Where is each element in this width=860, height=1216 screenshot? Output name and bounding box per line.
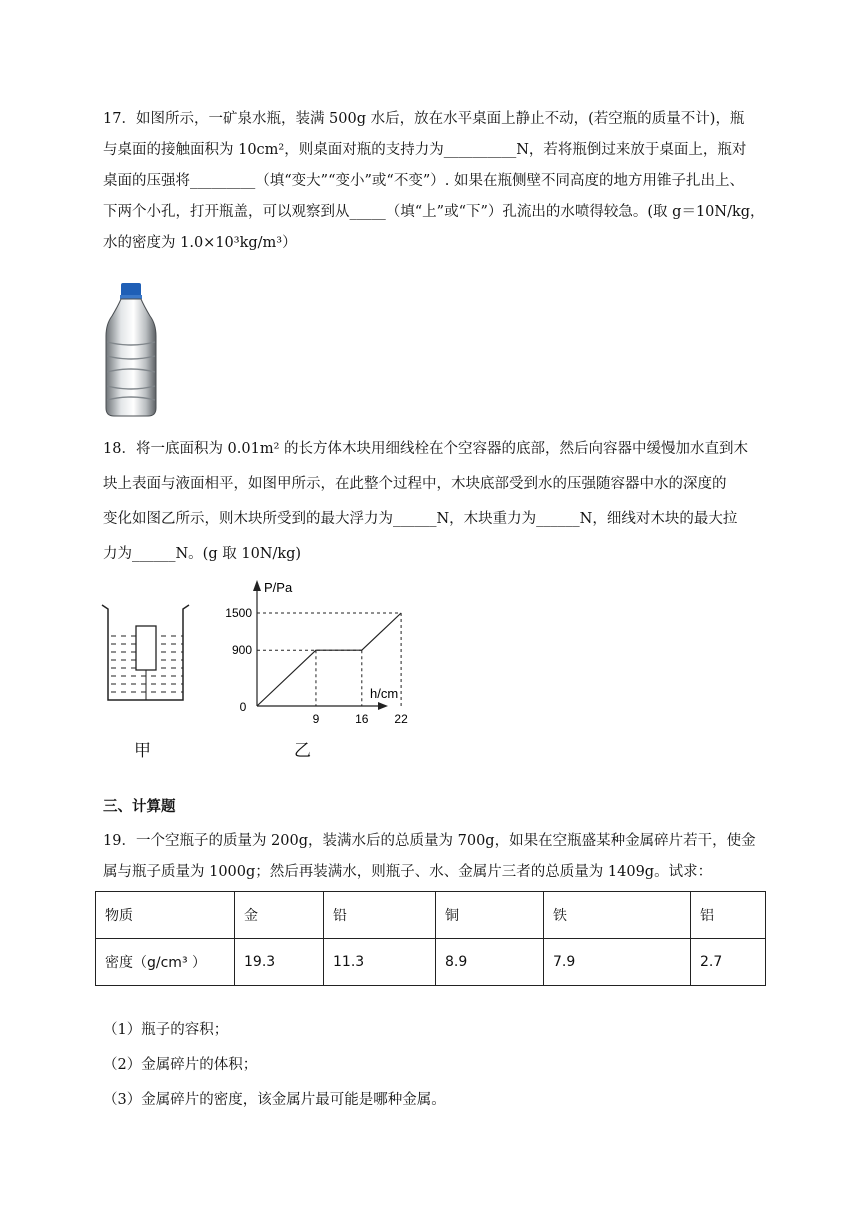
y-axis-arrow — [253, 580, 261, 591]
table-cell: 铅 — [324, 892, 436, 939]
table-cell: 7.9 — [544, 939, 691, 986]
table-cell: 金 — [235, 892, 324, 939]
q17-line-5: 水的密度为 1.0×10³kg/m³） — [103, 235, 297, 251]
table-cell: 11.3 — [324, 939, 436, 986]
question-18 — [103, 432, 763, 572]
table-cell: 密度（g/cm³ ） — [96, 939, 235, 986]
table-cell: 8.9 — [436, 939, 544, 986]
q18-line-1: 18．将一底面积为 0.01m² 的长方体木块用细线栓在个空容器的底部，然后向容器中缓慢加水直到木 — [103, 441, 749, 457]
q17-line-3: 桌面的压强将_________（填“变大”“变小”或“不变”）. 如果在瓶侧壁不同高度的地方用锥子扎出上、 — [103, 173, 744, 189]
q17-line-1: 17．如图所示，一矿泉水瓶，装满 500g 水后，放在水平桌面上静止不动，(若空瓶的质量不计)，瓶 — [103, 111, 745, 127]
table-header-row — [96, 892, 766, 939]
q17-line-2: 与桌面的接触面积为 10cm²，则桌面对瓶的支持力为__________N，若将瓶倒过来放于桌面上，瓶对 — [103, 142, 747, 158]
figure-jia-caption: 甲 — [134, 741, 151, 761]
table-cell: 2.7 — [691, 939, 766, 986]
density-table — [95, 891, 766, 986]
question-17 — [103, 104, 763, 259]
sub-question-1: （1）瓶子的容积； — [103, 1022, 229, 1038]
table-cell: 铁 — [544, 892, 691, 939]
y-tick-label: 900 — [231, 643, 252, 658]
table-cell: 19.3 — [235, 939, 324, 986]
q18-line-3: 变化如图乙所示，则木块所受到的最大浮力为______N，木块重力为______N，细线对木块的最大拉 — [103, 511, 738, 527]
x-axis-arrow — [378, 702, 388, 710]
table-cell: 铝 — [691, 892, 766, 939]
figure-yi-caption: 乙 — [294, 741, 311, 761]
x-tick-label: 9 — [312, 712, 320, 725]
x-tick-label: 16 — [355, 712, 369, 725]
question-19 — [103, 826, 763, 888]
q19-line-1: 19．一个空瓶子的质量为 200g，装满水后的总质量为 700g，如果在空瓶盛某种金属碎片若干，使金 — [103, 833, 756, 849]
x-tick-label: 0 — [239, 700, 247, 714]
q18-line-4: 力为______N。(g 取 10N/kg) — [103, 546, 302, 562]
x-axis-label: h/cm — [370, 686, 399, 701]
pressure-depth-chart — [220, 575, 420, 725]
q17-line-4: 下两个小孔，打开瓶盖，可以观察到从_____（填“上”或“下”）孔流出的水喷得较急。(取 g＝10N/kg， — [103, 204, 765, 220]
table-row — [96, 939, 766, 986]
x-tick-label: 22 — [394, 712, 408, 725]
sub-question-2: （2）金属碎片的体积； — [103, 1057, 258, 1073]
section-title: 三、计算题 — [103, 799, 176, 815]
sub-question-3: （3）金属碎片的密度，该金属片最可能是哪种金属。 — [103, 1092, 446, 1108]
water-bottle-image — [100, 280, 162, 420]
q19-line-2: 属与瓶子质量为 1000g；然后再装满水，则瓶子、水、金属片三者的总质量为 1409g。试求： — [103, 864, 713, 880]
y-axis-label: P/Pa — [264, 580, 293, 595]
table-cell: 物质 — [96, 892, 235, 939]
table-cell: 铜 — [436, 892, 544, 939]
y-tick-label: 1500 — [225, 606, 252, 620]
container-diagram — [100, 600, 195, 705]
q18-line-2: 块上表面与液面相平，如图甲所示，在此整个过程中，木块底部受到水的压强随容器中水的深度的 — [103, 476, 727, 492]
